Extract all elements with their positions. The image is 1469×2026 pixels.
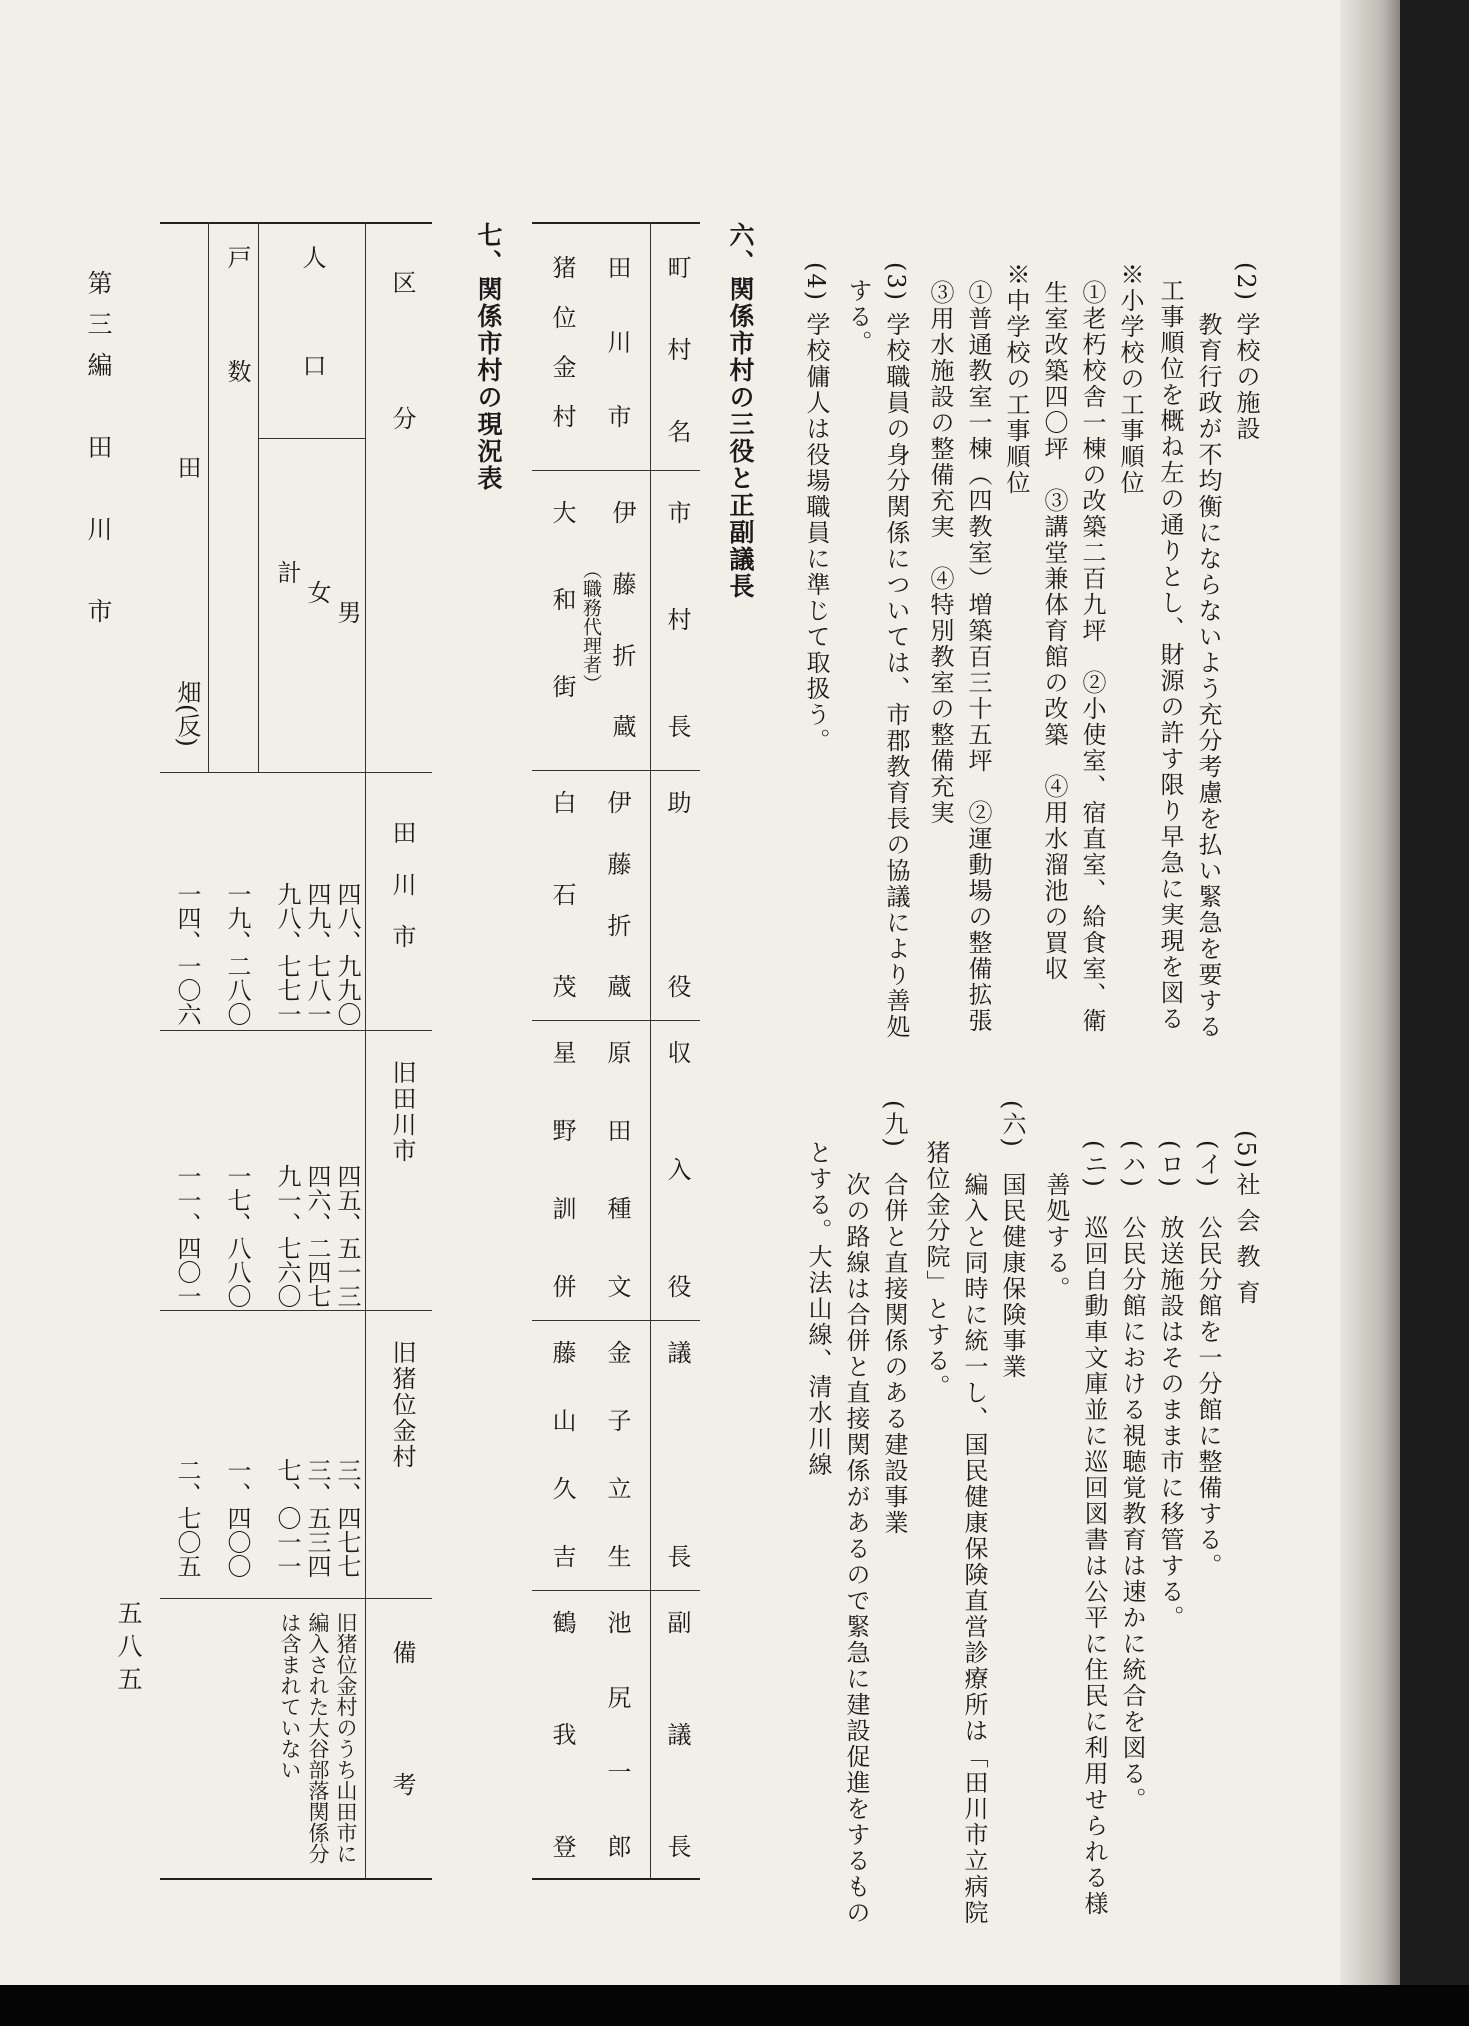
list-item: (ロ) 放送施設はそのまま市に移管する。 bbox=[1156, 1140, 1184, 1631]
table7-row-label: 計 bbox=[273, 560, 301, 586]
table7-row-label: 戸 数 bbox=[223, 245, 251, 397]
paragraph-line: ①老朽校舎一棟の改築二百九坪 ②小使室、宿直室、給食室、衛 bbox=[1078, 280, 1106, 1034]
table7-value: 三、五三四 bbox=[303, 1458, 331, 1578]
table7-row-label: 畑(反) bbox=[173, 680, 201, 747]
paragraph-line: 生室改築四〇坪 ③講堂兼体育館の改築 ④用水溜池の買収 bbox=[1040, 280, 1068, 982]
table7-value: 二、七〇五 bbox=[173, 1458, 201, 1578]
section-title: 学校の施設 bbox=[1232, 312, 1260, 442]
paragraph-line: 学校職員の身分関係については、市郡教育長の協議により善処 bbox=[882, 312, 910, 1040]
table7-heading: 七、関係市村の現況表 bbox=[474, 222, 503, 492]
table7-remark: 旧猪位金村のうち山田市に bbox=[334, 1612, 358, 1864]
table6-cell: 藤山久吉 bbox=[548, 1340, 576, 1570]
paragraph-line: 猪位金分院」とする。 bbox=[922, 1140, 950, 1400]
table6-header: 副議長 bbox=[663, 1610, 691, 1860]
table6-cell: 鶴我登 bbox=[548, 1610, 576, 1860]
section-number: (5) bbox=[1232, 1130, 1260, 1170]
page-number: 五八五 bbox=[114, 1600, 143, 1699]
paragraph-line: とする。大法山線、清水川線 bbox=[804, 1140, 832, 1478]
paragraph-line: ①普通教室一棟（四教室）増築百三十五坪 ②運動場の整備拡張 bbox=[964, 280, 992, 1034]
subsection-title: ※中学校の工事順位 bbox=[1002, 262, 1030, 496]
table7-value: 七、〇一一 bbox=[273, 1458, 301, 1578]
table6-cell: 大和街 bbox=[548, 500, 576, 700]
section-number: (3) bbox=[882, 262, 910, 302]
list-item: (ハ) 公民分館における視聴覚教育は速かに統合を図る。 bbox=[1118, 1140, 1146, 1813]
list-item-cont: 善処する。 bbox=[1042, 1172, 1070, 1302]
table6-header: 議長 bbox=[663, 1340, 691, 1570]
paragraph-line: する。 bbox=[844, 278, 872, 356]
item-number: (六) bbox=[998, 1100, 1026, 1149]
table6-cell: 白石茂 bbox=[548, 790, 576, 1000]
scan-edge-right bbox=[1400, 0, 1469, 2026]
table6-note: （職務代理者） bbox=[580, 560, 602, 693]
table6-header: 助役 bbox=[663, 790, 691, 1000]
section-title: 社会教育 bbox=[1232, 1172, 1260, 1316]
table6-header: 市村長 bbox=[663, 500, 691, 740]
paragraph-line: 編入と同時に統一し、国民健康保険直営診療所は「田川市立病院 bbox=[960, 1172, 988, 1926]
table7-row-label: 女 bbox=[303, 580, 331, 606]
table7-remark: 編入された大谷部落関係分 bbox=[306, 1612, 330, 1864]
table6-cell: 金子立生 bbox=[603, 1340, 631, 1570]
section-number: (4) bbox=[802, 262, 830, 302]
item-title: 合併と直接関係のある建設事業 bbox=[880, 1172, 908, 1536]
table6-cell: 原田種文 bbox=[603, 1040, 631, 1300]
table7-header: 旧田川市 bbox=[388, 1060, 416, 1164]
table6-cell: 田川市 bbox=[603, 255, 631, 430]
table7-value: 四九、七八一 bbox=[303, 882, 331, 1026]
table6-cell: 猪位金村 bbox=[548, 255, 576, 430]
table7-value: 四五、五一三 bbox=[333, 1164, 361, 1308]
book-spine-shadow bbox=[1340, 0, 1400, 1985]
list-item: (イ) 公民分館を一分館に整備する。 bbox=[1194, 1140, 1222, 1579]
table6-heading: 六、関係市村の三役と正副議長 bbox=[726, 222, 755, 600]
table7-row-label: 田 bbox=[173, 455, 201, 481]
paragraph-line: ③用水施設の整備充実 ④特別教室の整備充実 bbox=[926, 280, 954, 826]
list-item: (ニ) 巡回自動車文庫並に巡回図書は公平に住民に利用せられる様 bbox=[1080, 1140, 1108, 1917]
table7-value: 九八、七七一 bbox=[273, 882, 301, 1026]
scan-edge-bottom bbox=[0, 1985, 1469, 2026]
table7-value: 三、四七七 bbox=[333, 1458, 361, 1578]
running-header: 第三編 田 川 市 bbox=[84, 270, 113, 639]
paragraph-line: 工事順位を概ね左の通りとし、財源の許す限り早急に実現を図る bbox=[1156, 278, 1184, 1032]
table7-value: 四六、二四七 bbox=[303, 1164, 331, 1308]
table7-value: 九一、七六〇 bbox=[273, 1164, 301, 1308]
table7-value: 一四、一〇六 bbox=[173, 882, 201, 1026]
subsection-title: ※小学校の工事順位 bbox=[1116, 262, 1144, 496]
table6-header: 町村名 bbox=[663, 255, 691, 445]
table7-row-label: 人 口 bbox=[298, 245, 326, 407]
table6-cell: 池尻一郎 bbox=[603, 1610, 631, 1860]
table7-header: 田 川 市 bbox=[388, 820, 416, 950]
table7-header: 区 分 bbox=[388, 270, 416, 440]
table7-value: 一九、二八〇 bbox=[223, 882, 251, 1026]
table7-value: 四八、九九〇 bbox=[333, 882, 361, 1026]
table7-header: 備 考 bbox=[388, 1640, 416, 1816]
item-number: (九) bbox=[880, 1100, 908, 1149]
table6-cell: 星野訓併 bbox=[548, 1040, 576, 1300]
table7-value: 一、四〇〇 bbox=[223, 1458, 251, 1578]
paragraph-line: 教育行政が不均衡にならないよう充分考慮を払い緊急を要する bbox=[1194, 312, 1222, 1040]
table6-cell: 伊藤折蔵 bbox=[603, 790, 631, 1000]
table7-row-label: 男 bbox=[333, 600, 361, 626]
section-number: (2) bbox=[1232, 262, 1260, 302]
table6-cell: 伊藤折蔵 bbox=[608, 500, 636, 740]
table6-header: 収入役 bbox=[663, 1040, 691, 1300]
table7-value: 一七、八八〇 bbox=[223, 1164, 251, 1308]
paragraph-line: 次の路線は合併と直接関係があるので緊急に建設促進をするもの bbox=[842, 1172, 870, 1926]
paragraph-line: 学校傭人は役場職員に準じて取扱う。 bbox=[802, 312, 830, 754]
table7-header: 旧猪位金村 bbox=[388, 1340, 416, 1470]
table7-value: 一一、四〇一 bbox=[173, 1164, 201, 1308]
table7-remark: は含まれていない bbox=[278, 1612, 302, 1780]
item-title: 国民健康保険事業 bbox=[998, 1172, 1026, 1380]
